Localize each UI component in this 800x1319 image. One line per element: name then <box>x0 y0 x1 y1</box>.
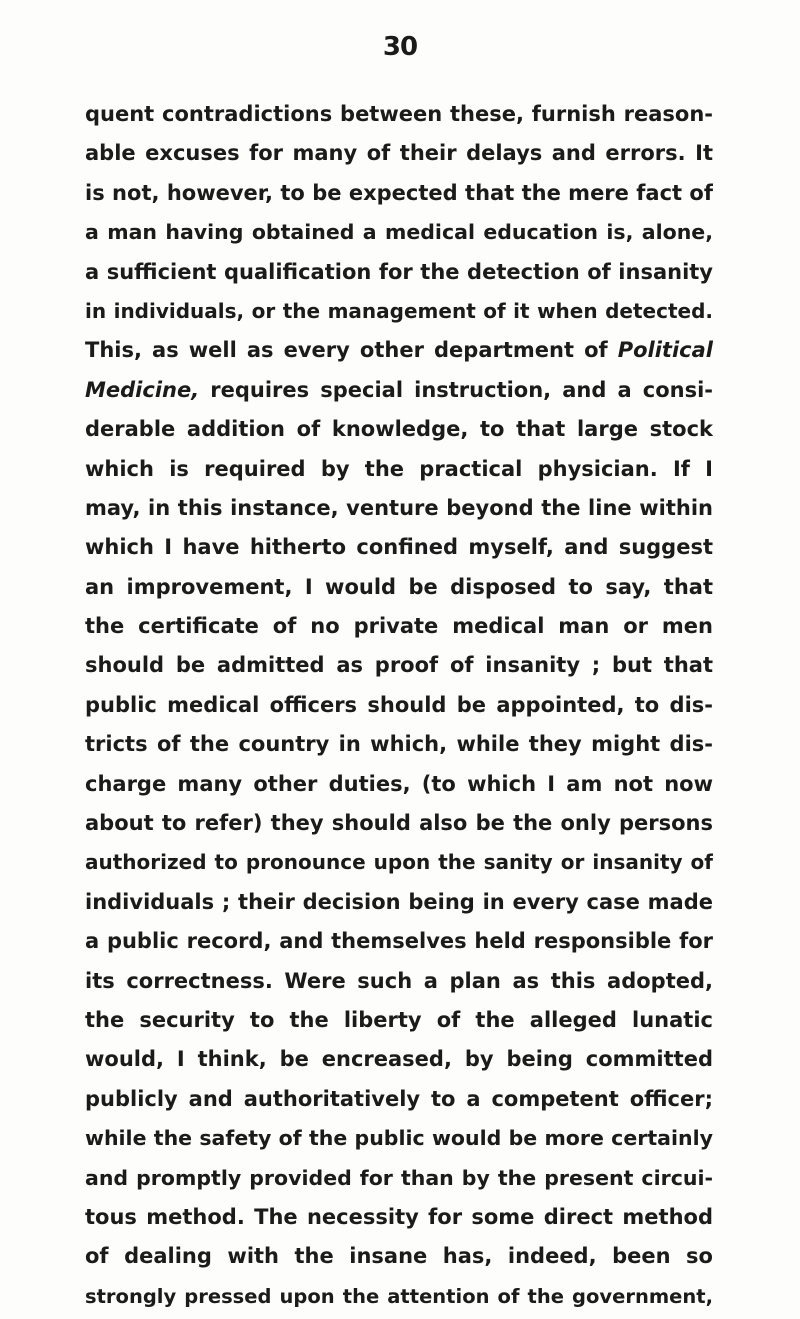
text-line: the security to the liberty of the alleged lunatic <box>85 1007 713 1032</box>
text-line: public medical officers should be appointed, to dis- <box>85 692 713 717</box>
text-line: which is required by the practical physician. If I <box>85 456 713 481</box>
text-line: tricts of the country in which, while they might dis- <box>85 732 713 757</box>
text-line: strongly pressed upon the attention of the government, <box>85 1284 713 1308</box>
text-line: charge many other duties, (to which I am not now <box>85 771 713 796</box>
text-line: publicly and authoritatively to a competent officer; <box>85 1086 713 1111</box>
text-line: individuals ; their decision being in every case made <box>85 889 713 914</box>
text-line: in individuals, or the management of it when detected. <box>85 298 713 323</box>
text-line: an improvement, I would be disposed to say, that <box>85 574 713 599</box>
text-line: the certificate of no private medical man or men <box>85 614 713 639</box>
text-line: a public record, and themselves held responsible for <box>85 929 713 954</box>
italic-term: Medicine, <box>85 377 200 402</box>
italic-term: Political <box>617 338 713 363</box>
text-line: able excuses for many of their delays and errors. It <box>85 141 713 166</box>
text-line: a sufficient qualification for the detection of insanity <box>85 259 713 284</box>
text-line <box>85 371 713 410</box>
text-line: its correctness. Were such a plan as this adopted, <box>85 968 713 993</box>
text-line: quent contradictions between these, furnish reason- <box>85 102 713 126</box>
text-line: authorized to pronounce upon the sanity or insanity of <box>85 850 713 875</box>
page-number: 30 <box>382 32 418 62</box>
text-line: which I have hitherto confined myself, and suggest <box>85 535 713 560</box>
body-text <box>85 95 713 1316</box>
text-line: is not, however, to be expected that the mere fact of <box>85 180 713 205</box>
text-line: tous method. The necessity for some direct method <box>85 1204 713 1229</box>
text-run: This, as well as every other department of <box>85 338 618 363</box>
text-line: derable addition of knowledge, to that large stock <box>85 417 713 442</box>
text-line <box>85 331 713 370</box>
text-line: a man having obtained a medical education is, alone, <box>85 220 713 245</box>
text-line: should be admitted as proof of insanity ; but that <box>85 653 713 678</box>
text-line: about to refer) they should also be the only persons <box>85 811 713 836</box>
text-line: while the safety of the public would be more certainly <box>85 1126 713 1151</box>
text-run: requires special instruction, and a consi- <box>199 377 713 402</box>
text-line: of dealing with the insane has, indeed, been so <box>85 1244 713 1269</box>
text-line: may, in this instance, venture beyond the line within <box>85 495 713 520</box>
text-line: and promptly provided for than by the present circui- <box>85 1165 713 1190</box>
text-line: would, I think, be encreased, by being committed <box>85 1047 713 1072</box>
